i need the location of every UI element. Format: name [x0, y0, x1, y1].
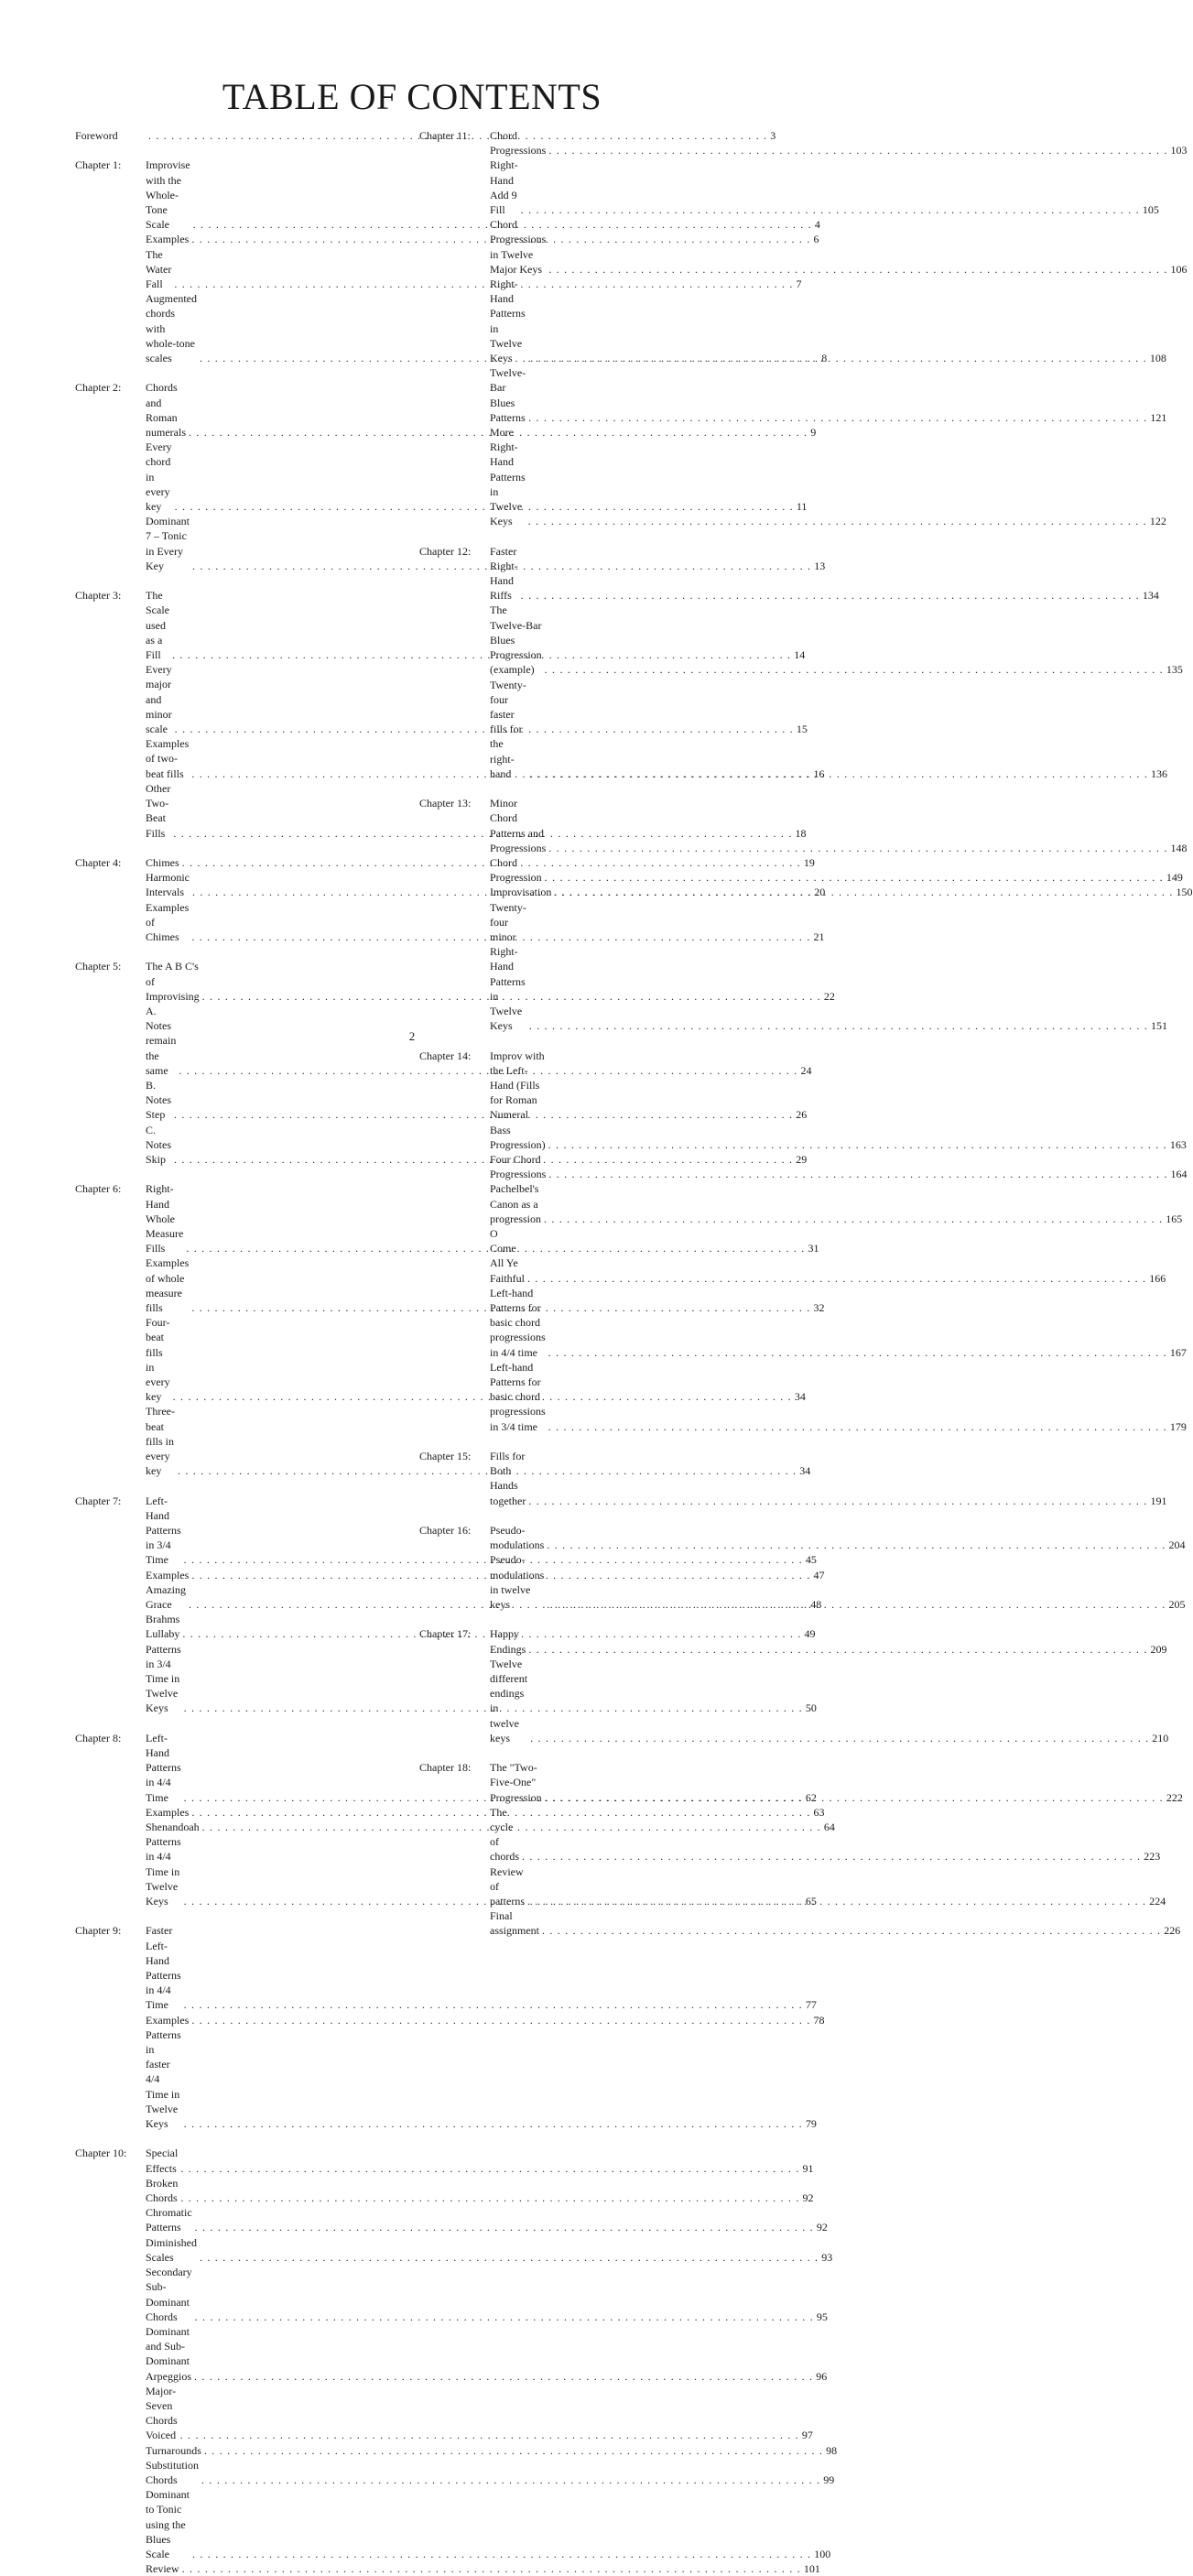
chapter-label: Chapter 16:: [419, 1524, 472, 1538]
dot-leader: [180, 2161, 799, 2176]
entry-title: C. Notes Skip: [146, 1123, 171, 1166]
dot-leader: [528, 1494, 1147, 1508]
entry-title: Chords and Roman numerals: [146, 381, 186, 440]
entry-title: Twelve different endings in twelve keys: [490, 1657, 528, 1745]
entry-title: Patterns in 4/4 Time in Twelve Keys: [146, 1835, 181, 1908]
entry-title: Turnarounds: [146, 2443, 201, 2457]
entry-page-number: 15: [796, 723, 808, 736]
entry-page-number: 16: [813, 766, 825, 780]
chapter-label: Chapter 15:: [419, 1450, 472, 1463]
entry-title: Substitution Chords: [146, 2458, 200, 2486]
dot-leader: [554, 885, 1173, 899]
entry-page-number: 136: [1151, 766, 1168, 780]
toc-chapter: [75, 2146, 838, 2576]
chapter-label: Chapter 11:: [419, 129, 471, 142]
entry-page-number: 6: [813, 233, 819, 246]
entry-page-number: 222: [1166, 1790, 1183, 1804]
dot-leader: [184, 2116, 803, 2131]
entry-title: Twelve-Bar Blues Patterns: [490, 366, 526, 424]
entry-page-number: 210: [1152, 1731, 1169, 1745]
dot-leader: [521, 588, 1140, 603]
toc-entry: [490, 128, 1188, 158]
entry-title: Broken Chords: [146, 2176, 179, 2205]
toc-entry: [146, 959, 835, 1004]
toc-entry: [490, 1523, 1186, 1552]
entry-page-number: 47: [813, 1568, 825, 1581]
dot-leader: [200, 2250, 819, 2265]
dot-leader: [544, 1212, 1163, 1226]
dot-leader: [548, 1167, 1167, 1181]
dot-leader: [195, 2220, 814, 2234]
toc-entry: [146, 736, 825, 781]
entry-page-number: 134: [1142, 589, 1159, 603]
toc-entry: [146, 232, 819, 246]
toc-entry: [490, 365, 1167, 425]
toc-entry: [146, 2205, 828, 2234]
dot-leader: [547, 1597, 1166, 1612]
dot-leader: [528, 351, 1147, 365]
chapter-label: Foreword: [75, 129, 118, 142]
entry-page-number: 99: [823, 2473, 835, 2486]
entry-title: Left-Hand Patterns in 4/4 Time: [146, 1731, 181, 1804]
entry-title: Every major and minor scale: [146, 663, 172, 736]
entry-page-number: 151: [1151, 1019, 1168, 1033]
entry-page-number: 32: [813, 1300, 825, 1314]
entry-page-number: 4: [814, 218, 820, 232]
entry-title: Chord Progression: [490, 855, 542, 885]
dot-leader: [548, 1345, 1167, 1360]
entry-page-number: 149: [1166, 871, 1183, 885]
dot-leader: [201, 2473, 820, 2487]
entry-page-number: 64: [823, 1821, 835, 1834]
entry-title: The cycle of chords: [490, 1805, 519, 1864]
page-title: TABLE OF CONTENTS: [222, 76, 602, 117]
entry-title: Right-Hand Whole Measure Fills: [146, 1182, 184, 1255]
entry-page-number: 11: [796, 500, 808, 514]
toc-entry: [146, 2146, 814, 2175]
toc-entry: [146, 2265, 828, 2324]
entry-page-number: 13: [814, 559, 826, 572]
toc-entry: [146, 900, 825, 945]
toc-chapter: [419, 128, 1188, 528]
entry-page-number: 209: [1150, 1642, 1167, 1656]
entry-title: Augmented chords with whole-tone scales: [146, 292, 197, 365]
dot-leader: [548, 1419, 1167, 1434]
chapter-label: Chapter 13:: [419, 797, 472, 810]
entry-title: Left-hand Patterns for basic chord progressions in 3/4 time: [490, 1360, 546, 1433]
entry-title: Chromatic Patterns: [146, 2206, 192, 2234]
toc-entry: [490, 217, 1188, 277]
entry-title: Examples of two-beat fills: [146, 737, 190, 780]
entry-page-number: 91: [802, 2161, 814, 2175]
toc-entry: [146, 2384, 813, 2443]
toc-entry: [146, 2458, 835, 2487]
entry-page-number: 48: [810, 1598, 822, 1611]
dot-leader: [548, 143, 1167, 158]
toc-entry: [490, 277, 1166, 365]
chapter-label: Chapter 8:: [75, 1731, 122, 1745]
entry-page-number: 108: [1149, 352, 1166, 365]
entry-title: Happy Endings: [490, 1627, 526, 1656]
entry-title: Chimes: [146, 855, 179, 869]
entry-page-number: 97: [801, 2429, 813, 2442]
entry-page-number: 29: [796, 1152, 808, 1166]
entry-page-number: 22: [823, 989, 835, 1003]
toc-entry: [146, 2324, 828, 2384]
entry-title: Diminished Scales: [146, 2235, 197, 2264]
entry-page-number: 121: [1150, 410, 1167, 424]
entry-title: Chord Progressions: [490, 129, 547, 158]
toc-entry: [146, 2235, 833, 2265]
entry-title: Patterns in 3/4 Time in Twelve Keys: [146, 1642, 181, 1715]
entry-page-number: 122: [1149, 515, 1166, 528]
entry-title: Patterns in faster 4/4 Time in Twelve Keys: [146, 2027, 181, 2131]
entry-title: Faster Left-Hand Patterns in 4/4 Time: [146, 1924, 181, 2012]
entry-title: Chord Progressions in Twelve Major Keys: [490, 218, 547, 276]
entry-page-number: 98: [826, 2443, 838, 2457]
entry-title: Improvisation: [490, 886, 552, 899]
entry-page-number: 135: [1166, 663, 1183, 677]
dot-leader: [545, 870, 1164, 885]
entry-page-number: 223: [1144, 1850, 1161, 1864]
chapter-label: Chapter 6:: [75, 1182, 122, 1196]
entry-page-number: 34: [794, 1390, 806, 1404]
entry-title: Minor Chord Patterns and Progressions: [490, 797, 547, 854]
entry-page-number: 163: [1169, 1137, 1187, 1151]
dot-leader: [192, 2547, 811, 2561]
entry-title: Dominant and Sub-Dominant Arpeggios: [146, 2324, 191, 2383]
entry-page-number: 101: [803, 2562, 820, 2576]
entry-page-number: 204: [1168, 1538, 1186, 1552]
dot-leader: [184, 1997, 803, 2012]
entry-title: Four Chord Progressions: [490, 1152, 547, 1181]
toc-entry: [146, 1078, 808, 1123]
entry-page-number: 45: [805, 1553, 817, 1567]
entry-page-number: 96: [816, 2369, 828, 2383]
entry-title: Major-Seven Chords Voiced: [146, 2384, 178, 2442]
entry-title: Review: [146, 2562, 179, 2576]
entry-title: B. Notes Step: [146, 1078, 171, 1122]
dot-leader: [548, 1137, 1167, 1152]
dot-leader: [545, 662, 1164, 677]
chapter-label: Chapter 9:: [75, 1924, 122, 1938]
toc-entry: [490, 544, 1159, 603]
dot-leader: [204, 2443, 823, 2458]
entry-title: Three-beat fills in every key: [146, 1405, 175, 1478]
entry-title: Examples: [146, 233, 190, 246]
entry-page-number: 65: [805, 1895, 817, 1908]
entry-title: Dominant 7 – Tonic in Every Key: [146, 515, 190, 572]
entry-page-number: 18: [795, 826, 807, 840]
entry-title: More Right-Hand Patterns in Twelve Keys: [490, 426, 526, 528]
entry-title: Pseudo-modulations in twelve keys: [490, 1553, 545, 1612]
dot-leader: [527, 1894, 1146, 1908]
entry-page-number: 103: [1170, 144, 1188, 158]
chapter-label: Chapter 10:: [75, 2147, 127, 2160]
entry-title: Left-hand Patterns for basic chord progressions in 4/4 time: [490, 1286, 546, 1359]
entry-page-number: 166: [1149, 1271, 1166, 1285]
entry-title: The Scale used as a Fill: [146, 589, 169, 662]
toc-entry: [146, 2487, 831, 2561]
entry-title: Improvise with the Whole-Tone Scale: [146, 158, 190, 232]
entry-title: Dominant to Tonic using the Blues Scale: [146, 2488, 190, 2560]
entry-page-number: 34: [799, 1464, 811, 1478]
chapter-label: Chapter 4:: [75, 855, 122, 869]
entry-page-number: 148: [1170, 841, 1188, 854]
entry-page-number: 205: [1168, 1598, 1186, 1612]
dot-leader: [548, 841, 1167, 855]
entry-title: Twenty-four faster fills for the right-hand: [490, 678, 526, 780]
entry-page-number: 63: [813, 1805, 825, 1819]
toc-entry: [146, 1568, 825, 1582]
entry-title: Examples: [146, 1568, 190, 1581]
entry-page-number: 7: [796, 277, 802, 291]
entry-title: Pachelbel's Canon as a progression: [490, 1182, 541, 1225]
dot-leader: [180, 2190, 799, 2205]
entry-page-number: 226: [1164, 1924, 1181, 1938]
entry-title: The Twelve-Bar Blues Progression (example): [490, 603, 542, 677]
entry-title: Every chord in every key: [146, 440, 172, 514]
entry-title: The Water Fall: [146, 247, 172, 291]
entry-title: The A B C's of Improvising: [146, 960, 200, 1003]
entry-title: Examples: [146, 2013, 190, 2027]
entry-title: Secondary Sub-Dominant Chords: [146, 2266, 192, 2323]
chapter-label: Chapter 1:: [75, 158, 122, 172]
dot-leader: [191, 2013, 810, 2027]
dot-leader: [528, 1642, 1147, 1657]
chapter-label: Chapter 3:: [75, 589, 122, 603]
chapter-label: Chapter 14:: [419, 1049, 472, 1062]
dot-leader: [194, 2369, 813, 2384]
entry-page-number: 93: [821, 2250, 833, 2264]
entry-page-number: 92: [816, 2221, 828, 2234]
entry-title: Twenty-four minor Right-Hand Patterns in Twelve Keys: [490, 900, 526, 1033]
entry-title: The "Two-Five-One" Progression: [490, 1761, 542, 1804]
dot-leader: [530, 1731, 1149, 1745]
dot-leader: [521, 202, 1140, 217]
toc-entry: [490, 1908, 1181, 1938]
dot-leader: [547, 1538, 1166, 1552]
entry-title: Special Effects: [146, 2147, 179, 2175]
toc-entry: [146, 2561, 820, 2576]
entry-page-number: 164: [1170, 1168, 1188, 1181]
entry-page-number: 92: [802, 2191, 814, 2205]
entry-page-number: 95: [816, 2310, 828, 2323]
entry-page-number: 77: [805, 1998, 817, 2012]
dot-leader: [545, 1790, 1164, 1805]
entry-title: Faster Right-Hand Riffs: [490, 544, 518, 603]
dot-leader: [528, 514, 1147, 528]
entry-page-number: 78: [813, 2013, 825, 2027]
toc-entry: [146, 2443, 838, 2458]
entry-title: Improv with the Left-Hand (Fills for Roman Numeral Bass Progression): [490, 1049, 546, 1151]
entry-page-number: 31: [808, 1242, 819, 1255]
toc-entry: [146, 1820, 835, 1834]
entry-title: Pseudo-modulations: [490, 1524, 545, 1552]
entry-page-number: 167: [1169, 1345, 1187, 1359]
entry-title: Left-Hand Patterns in 3/4 Time: [146, 1494, 181, 1567]
toc-entry: [146, 2013, 825, 2027]
entry-page-number: 20: [814, 886, 826, 899]
entry-title: Shenandoah: [146, 1821, 200, 1834]
entry-title: Other Two-Beat Fills: [146, 781, 171, 840]
entry-title: Review of patterns: [490, 1864, 525, 1908]
chapter-label: Chapter 5:: [75, 960, 122, 973]
entry-title: A. Notes remain the same: [146, 1004, 177, 1077]
entry-page-number: 8: [821, 352, 828, 365]
entry-page-number: 165: [1166, 1212, 1183, 1225]
entry-page-number: 106: [1170, 262, 1188, 276]
chapter-label: Chapter 18:: [419, 1761, 472, 1775]
entry-page-number: 50: [805, 1701, 817, 1715]
toc-entry: [490, 158, 1159, 217]
entry-title: Four-beat fills in every key: [146, 1316, 170, 1404]
chapter-label: Chapter 7:: [75, 1494, 122, 1507]
toc-entry: [146, 2027, 817, 2131]
dot-leader: [522, 1849, 1141, 1864]
entry-page-number: 26: [796, 1108, 808, 1122]
entry-page-number: 179: [1169, 1419, 1187, 1433]
dot-leader: [180, 2428, 799, 2442]
dot-leader: [528, 410, 1147, 425]
entry-page-number: 224: [1149, 1895, 1166, 1908]
toc-entry: [490, 1360, 1187, 1434]
chapter-label: Chapter 12:: [419, 544, 472, 558]
chapter-label: Chapter 2:: [75, 381, 122, 395]
entry-title: Examples of whole measure fills: [146, 1256, 190, 1314]
entry-title: Right-Hand Add 9 Fill: [490, 158, 518, 217]
dot-leader: [527, 1271, 1146, 1286]
entry-title: O Come All Ye Faithful: [490, 1226, 525, 1285]
dot-leader: [548, 262, 1167, 277]
entry-page-number: 19: [803, 855, 815, 869]
dot-leader: [542, 1923, 1161, 1938]
entry-title: Fills for Both Hands together: [490, 1450, 526, 1507]
entry-page-number: 14: [794, 648, 806, 662]
page-number: 2: [408, 1029, 416, 1043]
entry-page-number: 24: [800, 1063, 812, 1077]
entry-page-number: 21: [813, 929, 825, 943]
entry-page-number: 79: [805, 2117, 817, 2131]
toc-entry: [146, 2176, 814, 2205]
chapter-label: Chapter 17:: [419, 1627, 472, 1641]
chapter-entries: [146, 2146, 838, 2576]
entry-title: Harmonic Intervals: [146, 871, 190, 899]
entry-title: Amazing Grace: [146, 1582, 186, 1611]
dot-leader: [195, 2310, 814, 2324]
entry-title: Right-Hand Patterns in Twelve Keys: [490, 277, 526, 365]
entry-page-number: 105: [1142, 203, 1159, 217]
entry-page-number: 150: [1176, 886, 1193, 899]
dot-leader: [182, 2561, 801, 2576]
dot-leader: [529, 766, 1148, 781]
toc-entry: [146, 1805, 825, 1820]
entry-page-number: 9: [810, 426, 817, 440]
entry-title: Final assignment: [490, 1909, 539, 1938]
entry-title: Examples: [146, 1805, 190, 1819]
entry-page-number: 3: [770, 129, 776, 142]
entry-page-number: 100: [814, 2547, 831, 2560]
entry-page-number: 49: [804, 1627, 816, 1641]
entry-page-number: 191: [1150, 1494, 1167, 1507]
entry-page-number: 62: [805, 1790, 817, 1804]
toc-entry: [490, 1181, 1183, 1226]
entry-title: Examples of Chimes: [146, 900, 190, 943]
entry-title: Brahms Lullaby: [146, 1613, 180, 1641]
